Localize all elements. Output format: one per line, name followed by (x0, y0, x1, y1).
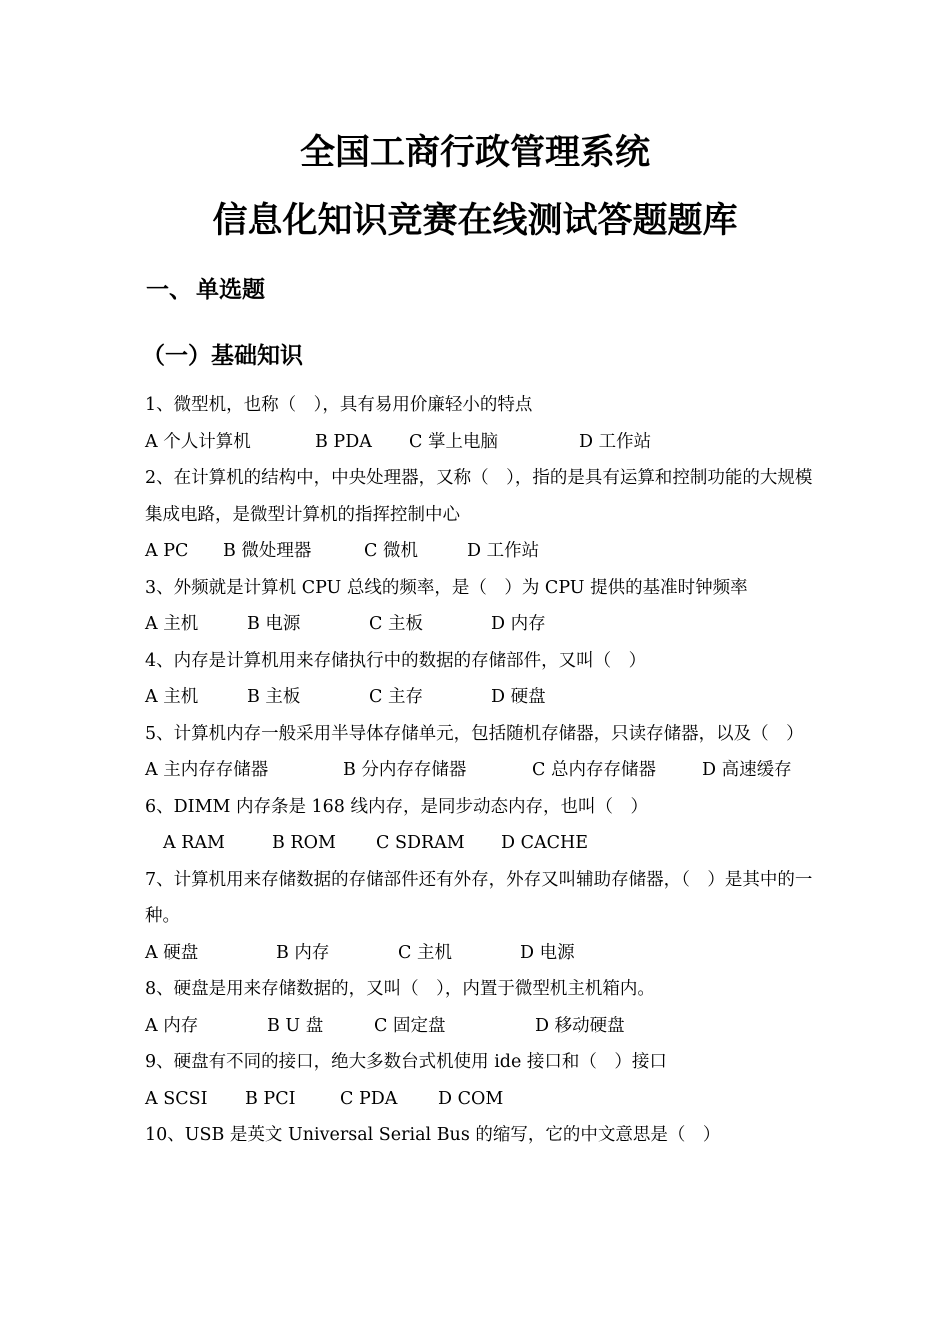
question-options (145, 606, 815, 643)
question-stem: 2、在计算机的结构中，中央处理器，又称（ ），指的是具有运算和控制功能的大规模集成电路，是微型计算机的指挥控制中心 (145, 468, 813, 525)
question-stem: 4、内存是计算机用来存储执行中的数据的存储部件，又叫（ ） (145, 650, 647, 671)
answer-option: A 硬盘 (145, 942, 199, 963)
answer-option: C 主板 (369, 614, 423, 634)
answer-option: D 电源 (520, 942, 575, 963)
question-stem: 10、USB 是英文 Universal Serial Bus 的缩写，它的中文意思是（ ） (145, 1125, 721, 1145)
answer-option: D 工作站 (467, 541, 540, 561)
answer-option: A 主机 (145, 614, 199, 634)
answer-option: B PDA (315, 431, 372, 452)
answer-option: C 固定盘 (374, 1015, 446, 1036)
answer-option: B ROM (272, 833, 336, 853)
answer-option: D COM (438, 1088, 504, 1109)
question-stem: 5、计算机内存一般采用半导体存储单元，包括随机存储器，只读存储器，以及（ ） (145, 723, 804, 744)
answer-option: C SDRAM (376, 833, 465, 853)
question-stem: 8、硬盘是用来存储数据的，又叫（ ），内置于微型机主机箱内。 (145, 979, 655, 999)
answer-option: A 主内存存储器 (145, 760, 269, 780)
question-item (145, 570, 815, 643)
section-heading (146, 274, 265, 306)
question-item (145, 1117, 815, 1154)
question-options (145, 825, 815, 862)
question-item (145, 1044, 815, 1117)
answer-option: C 微机 (364, 541, 418, 561)
answer-option: C 主机 (398, 942, 452, 963)
answer-option: D CACHE (501, 833, 589, 853)
answer-option: B 主板 (247, 687, 301, 707)
question-item (145, 971, 815, 1044)
question-options (145, 1008, 815, 1045)
question-stem: 6、DIMM 内存条是 168 线内存，是同步动态内存，也叫（ ） (145, 796, 649, 817)
answer-option: A RAM (163, 833, 225, 853)
answer-option: B 分内存存储器 (343, 760, 467, 780)
answer-option: B PCI (245, 1088, 296, 1109)
answer-option: C 总内存存储器 (532, 760, 656, 780)
answer-option: C 掌上电脑 (409, 431, 498, 452)
question-options (145, 533, 815, 570)
document-title-line-2: 信息化知识竞赛在线测试答题题库 (212, 200, 738, 241)
answer-option: C PDA (340, 1088, 398, 1109)
question-options (145, 935, 815, 972)
document-title-line-1: 全国工商行政管理系统 (299, 132, 650, 173)
answer-option: D 内存 (491, 614, 546, 634)
subsection-heading: （一）基础知识 (142, 342, 303, 369)
answer-option: D 硬盘 (491, 687, 546, 707)
section-number: 一、 (146, 276, 192, 303)
answer-option: A 内存 (145, 1015, 199, 1036)
answer-option: D 高速缓存 (702, 760, 792, 780)
answer-option: A 主机 (145, 687, 199, 707)
section-title: 单选题 (196, 276, 265, 303)
question-options (145, 752, 815, 789)
answer-option: D 移动硬盘 (535, 1015, 625, 1036)
question-stem: 3、外频就是计算机 CPU 总线的频率，是（ ）为 CPU 提供的基准时钟频率 (145, 577, 748, 598)
answer-option: B 微处理器 (223, 541, 312, 561)
question-item (145, 387, 815, 460)
question-item (145, 789, 815, 862)
answer-option: C 主存 (369, 687, 423, 707)
answer-option: B U 盘 (267, 1015, 324, 1036)
question-stem: 1、微型机，也称（ ），具有易用价廉轻小的特点 (145, 395, 533, 415)
answer-option: D 工作站 (579, 431, 652, 452)
question-options (145, 424, 815, 461)
question-options (145, 679, 815, 716)
question-stem: 9、硬盘有不同的接口，绝大多数台式机使用 ide 接口和（ ）接口 (145, 1052, 667, 1072)
question-list (145, 387, 815, 1154)
question-options (145, 1081, 815, 1118)
question-item (145, 862, 815, 972)
answer-option: A PC (145, 541, 189, 561)
question-item (145, 460, 815, 570)
question-item (145, 716, 815, 789)
answer-option: A SCSI (145, 1088, 208, 1109)
answer-option: B 内存 (276, 942, 330, 963)
answer-option: B 电源 (247, 614, 301, 634)
question-stem: 7、计算机用来存储数据的存储部件还有外存，外存又叫辅助存储器，（ ）是其中的一种。 (145, 869, 813, 926)
answer-option: A 个人计算机 (145, 431, 251, 452)
question-item (145, 643, 815, 716)
